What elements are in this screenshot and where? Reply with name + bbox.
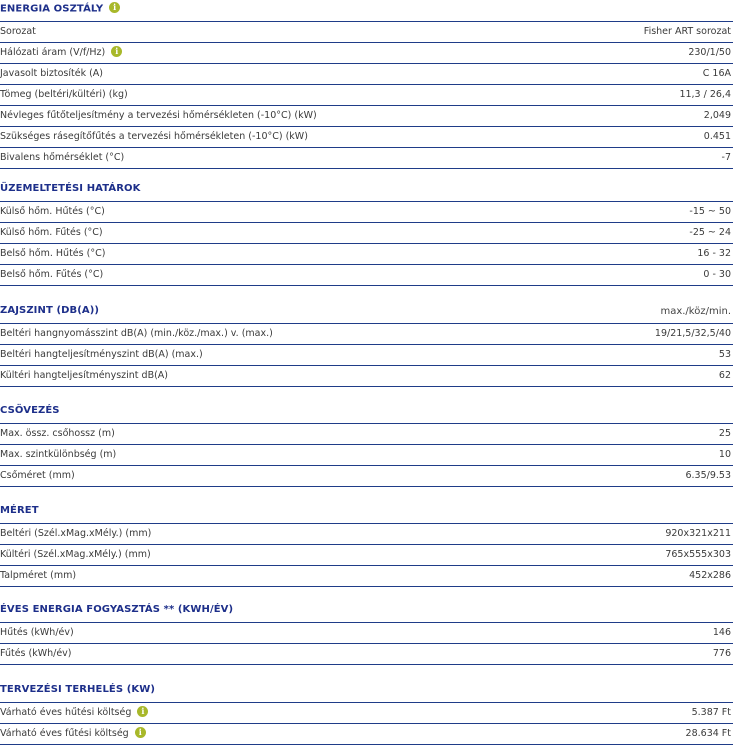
row-value: 16 - 32 <box>697 248 731 259</box>
row-value: 146 <box>712 627 731 638</box>
section-header <box>0 502 733 524</box>
row-label: Külső hőm. Fűtés (°C) <box>0 227 103 238</box>
section-header <box>0 601 733 623</box>
row-value: 0 - 30 <box>703 269 731 280</box>
info-icon[interactable]: i <box>109 2 120 13</box>
spec-row <box>0 202 733 223</box>
spec-row <box>0 545 733 566</box>
row-value: 2,049 <box>703 110 731 121</box>
info-icon[interactable]: i <box>137 706 148 717</box>
spec-row <box>0 466 733 487</box>
spec-row <box>0 64 733 85</box>
row-label: Max. szintkülönbség (m) <box>0 449 117 460</box>
row-label: Fűtés (kWh/év) <box>0 648 72 659</box>
row-label: Belső hőm. Hűtés (°C) <box>0 248 106 259</box>
noise-columns-note: max./köz/min. <box>660 306 731 317</box>
section-header <box>0 302 733 324</box>
spec-row <box>0 623 733 644</box>
dimensions-section <box>0 502 733 587</box>
row-value: 920x321x211 <box>665 528 731 539</box>
row-label: Belső hőm. Fűtés (°C) <box>0 269 104 280</box>
row-value: 765x555x303 <box>665 549 731 560</box>
row-label: Várható éves hűtési költség i <box>0 707 148 718</box>
section-title: MÉRET <box>0 505 39 516</box>
annual-consumption-section <box>0 601 733 665</box>
row-value: 62 <box>718 370 731 381</box>
noise-level-section <box>0 302 733 387</box>
section-title: ZAJSZINT (DB(A)) <box>0 305 100 316</box>
row-value: 776 <box>712 648 731 659</box>
spec-row <box>0 644 733 665</box>
row-value: Fisher ART sorozat <box>643 26 731 37</box>
section-header <box>0 402 733 424</box>
row-value: 0.451 <box>703 131 731 142</box>
row-label: Külső hőm. Hűtés (°C) <box>0 206 105 217</box>
spec-row <box>0 724 733 745</box>
spec-row <box>0 424 733 445</box>
section-title: CSÖVEZÉS <box>0 405 60 416</box>
row-label: Talpméret (mm) <box>0 570 77 581</box>
row-label: Kültéri (Szél.xMag.xMély.) (mm) <box>0 549 151 560</box>
row-label: Csőméret (mm) <box>0 470 75 481</box>
spec-row <box>0 345 733 366</box>
piping-section <box>0 402 733 487</box>
spec-row <box>0 148 733 169</box>
spec-row <box>0 127 733 148</box>
spec-row <box>0 85 733 106</box>
row-value: 11,3 / 26,4 <box>679 89 731 100</box>
row-value: C 16A <box>702 68 731 79</box>
row-label: Beltéri hangnyomásszint dB(A) (min./köz./max.) v. (max.) <box>0 328 273 339</box>
row-label: Max. össz. csőhossz (m) <box>0 428 115 439</box>
spec-row <box>0 524 733 545</box>
section-header <box>0 180 733 202</box>
spec-row <box>0 43 733 64</box>
spec-row <box>0 22 733 43</box>
spec-row <box>0 223 733 244</box>
row-value: 6.35/9.53 <box>685 470 731 481</box>
design-load-section <box>0 681 733 745</box>
row-value: 10 <box>718 449 731 460</box>
spec-row <box>0 265 733 286</box>
spec-row <box>0 566 733 587</box>
row-value: -25 ~ 24 <box>689 227 731 238</box>
row-value: 452x286 <box>689 570 731 581</box>
spec-row <box>0 106 733 127</box>
row-value: 19/21,5/32,5/40 <box>654 328 731 339</box>
spec-row <box>0 445 733 466</box>
row-value: 53 <box>718 349 731 360</box>
section-title: ÉVES ENERGIA FOGYASZTÁS ** (KWH/ÉV) <box>0 604 234 615</box>
row-label: Beltéri hangteljesítményszint dB(A) (max.) <box>0 349 203 360</box>
section-header <box>0 0 733 22</box>
section-title: TERVEZÉSI TERHELÉS (KW) <box>0 684 156 695</box>
section-title: ÜZEMELTETÉSI HATÁROK <box>0 183 141 194</box>
section-title: ENERGIA OSZTÁLY i <box>0 3 120 15</box>
row-value: 28.634 Ft <box>685 728 731 739</box>
info-icon[interactable]: i <box>135 727 146 738</box>
spec-row <box>0 324 733 345</box>
row-label: Szükséges rásegítőfűtés a tervezési hőmérsékleten (-10°C) (kW) <box>0 131 308 142</box>
row-value: 230/1/50 <box>688 47 731 58</box>
section-header <box>0 681 733 703</box>
row-label: Tömeg (beltéri/kültéri) (kg) <box>0 89 128 100</box>
row-label: Beltéri (Szél.xMag.xMély.) (mm) <box>0 528 152 539</box>
operating-limits-section <box>0 180 733 286</box>
energy-class-section <box>0 0 733 169</box>
row-label: Hálózati áram (V/f/Hz) i <box>0 47 122 58</box>
spec-row <box>0 703 733 724</box>
spec-row <box>0 244 733 265</box>
info-icon[interactable]: i <box>111 46 122 57</box>
spec-row <box>0 366 733 387</box>
row-label: Sorozat <box>0 26 36 37</box>
row-value: 25 <box>718 428 731 439</box>
row-label: Várható éves fűtési költség i <box>0 728 146 739</box>
row-label: Hűtés (kWh/év) <box>0 627 74 638</box>
row-label: Bivalens hőmérséklet (°C) <box>0 152 125 163</box>
row-value: -15 ~ 50 <box>689 206 731 217</box>
row-value: -7 <box>721 152 731 163</box>
row-label: Kültéri hangteljesítményszint dB(A) <box>0 370 168 381</box>
row-value: 5.387 Ft <box>691 707 731 718</box>
row-label: Javasolt biztosíték (A) <box>0 68 103 79</box>
row-label: Névleges fűtőteljesítmény a tervezési hőmérsékleten (-10°C) (kW) <box>0 110 317 121</box>
